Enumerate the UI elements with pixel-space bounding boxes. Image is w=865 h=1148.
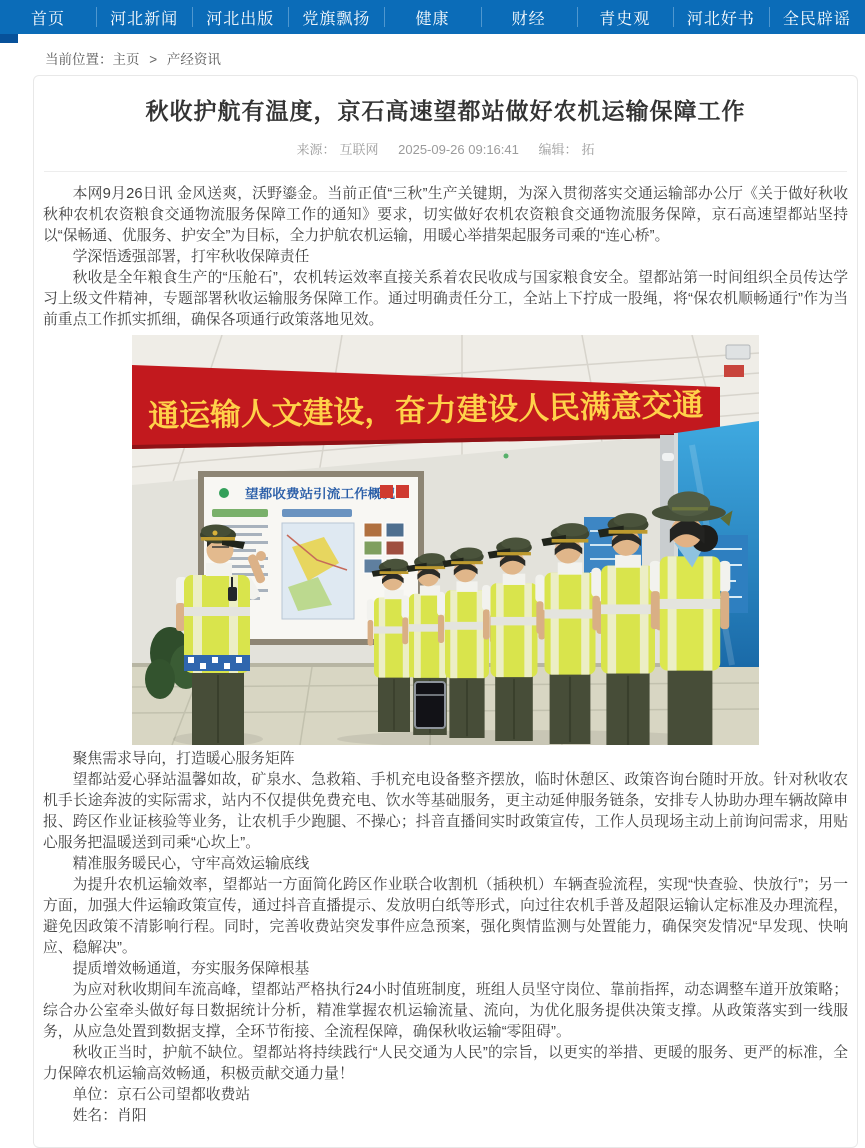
meta-datetime: 2025-09-26 09:16:41: [398, 142, 519, 157]
article-body: [43, 184, 848, 1127]
article-paragraph: 本网9月26日讯 金风送爽，沃野鎏金。当前正值“三秋”生产关键期，为深入贯彻落实交通运输部办公厅《关于做好秋收秋种农机农资粮食交通物流服务保障工作的通知》要求，切实做好农机农资粮食交通物流服务保障，京石高速望都站坚持以“保畅通、优服务、护安全”为目标，全力护航农机运输，用暖心举措架起服务司乘的“连心桥”。: [43, 186, 848, 244]
meta-editor-label: 编辑：: [538, 142, 578, 157]
paragraphs-before-photo: [43, 184, 848, 331]
photo-illustration: [132, 335, 759, 745]
photo-camera: [662, 453, 674, 461]
photo-vent: [726, 345, 750, 359]
article-paragraph: 秋收是全年粮食生产的“压舱石”，农机转运效率直接关系着农民收成与国家粮食安全。望都站第一时间组织全员传达学习上级文件精神，专题部署秋收运输服务保障工作。通过明确责任分工，全站上下拧成一股绳，将“保农机顺畅通行”作为当前重点工作抓实抓细，确保各项通行政策落地见效。: [43, 270, 848, 328]
photo-exit-sign: [724, 365, 744, 377]
nav-item[interactable]: 健康: [384, 0, 480, 34]
breadcrumb-separator: >: [149, 52, 158, 67]
photo-banner-text: 通运输人文建设，奋力建设人民满意交通: [147, 387, 707, 434]
nav-item[interactable]: 财经: [481, 0, 577, 34]
nav-item[interactable]: 全民辟谣: [769, 0, 865, 34]
meta-source-label: 来源：: [296, 142, 336, 157]
meta-editor: [538, 142, 594, 157]
nav-left-edge-fragment: [0, 34, 18, 43]
nav-item[interactable]: 党旗飘扬: [288, 0, 384, 34]
nav-item[interactable]: 首页: [31, 10, 66, 28]
nav-item[interactable]: 河北新闻: [96, 0, 192, 34]
article-paragraph: 提质增效畅通道，夯实服务保障根基: [72, 961, 310, 977]
photo-board-title: 望都收费站引流工作概况: [245, 487, 383, 501]
breadcrumb-label: 当前位置：: [45, 52, 113, 67]
article-paragraph: 学深悟透强部署，打牢秋收保障责任: [72, 249, 310, 265]
article-paragraph: 姓名：肖阳: [72, 1108, 147, 1124]
article-meta: [43, 139, 848, 158]
article-paragraph: 秋收正当时，护航不缺位。望都站将持续践行“人民交通为人民”的宗旨，以更实的举措、更暖的服务、更严的标准，全力保障农机运输高效畅通，积极贡献交通力量！: [43, 1045, 848, 1082]
meta-source: [296, 142, 378, 157]
top-navigation: [0, 0, 865, 34]
article-paragraph: 为应对秋收期间车流高峰，望都站严格执行24小时值班制度，班组人员坚守岗位、靠前指挥，动态调整车道开放策略；综合办公室牵头做好每日数据统计分析，精准掌握农机运输流量、流向，为优化服务提供决策支撑。从政策落实到一线服务，从应急处置到数据支撑，全环节衔接、全流程保障，确保秋收运输“零阻碍”。: [43, 982, 848, 1040]
breadcrumb-home-link[interactable]: 主页: [112, 52, 140, 67]
paragraphs-after-photo: [43, 749, 848, 1127]
article-photo: [132, 335, 759, 745]
article-paragraph: 聚焦需求导向，打造暖心服务矩阵: [72, 751, 295, 767]
meta-editor-value: 拓: [581, 142, 595, 157]
article-title: 秋收护航有温度，京石高速望都站做好农机运输保障工作: [145, 98, 746, 124]
photo-briefcase: [415, 682, 445, 728]
article-paragraph: 单位：京石公司望都收费站: [72, 1087, 251, 1103]
nav-item[interactable]: 青史观: [577, 0, 673, 34]
article-paragraph: 为提升农机运输效率，望都站一方面简化跨区作业联合收割机（插秧机）车辆查验流程，实现“快查验、快放行”；另一方面，加强大件运输政策宣传，通过抖音直播提示、发放明白纸等形式，向过往农机手普及超限运输认定标准及办理流程，避免因政策不清影响行程。同时，完善收费站突发事件应急预案，强化舆情监测与处置能力，确保突发情况“早发现、快响应、稳解决”。: [43, 877, 848, 956]
meta-source-value: 互联网: [339, 142, 379, 157]
nav-item[interactable]: 河北好书: [673, 0, 769, 34]
breadcrumb-category-link[interactable]: 产经资讯: [166, 52, 221, 67]
meta-divider: [44, 171, 847, 172]
nav-item[interactable]: 河北出版: [192, 0, 288, 34]
article-paragraph: 精准服务暖民心，守牢高效运输底线: [72, 856, 310, 872]
breadcrumb: [0, 34, 865, 75]
article-container: [33, 75, 858, 1148]
article-paragraph: 望都站爱心驿站温馨如故，矿泉水、急救箱、手机充电设备整齐摆放，临时休憩区、政策咨询台随时开放。针对秋收农机手长途奔波的实际需求，站内不仅提供免费充电、饮水等基础服务，更主动延伸服务链条，安排专人协助办理车辆故障申报、跨区作业证核验等业务，让农机手少跑腿、不操心；抖音直播间实时政策宣传，工作人员现场主动上前询问需求，用贴心服务把温暖送到司乘“心坎上”。: [43, 772, 848, 851]
photo-sensor-light: [504, 454, 509, 459]
